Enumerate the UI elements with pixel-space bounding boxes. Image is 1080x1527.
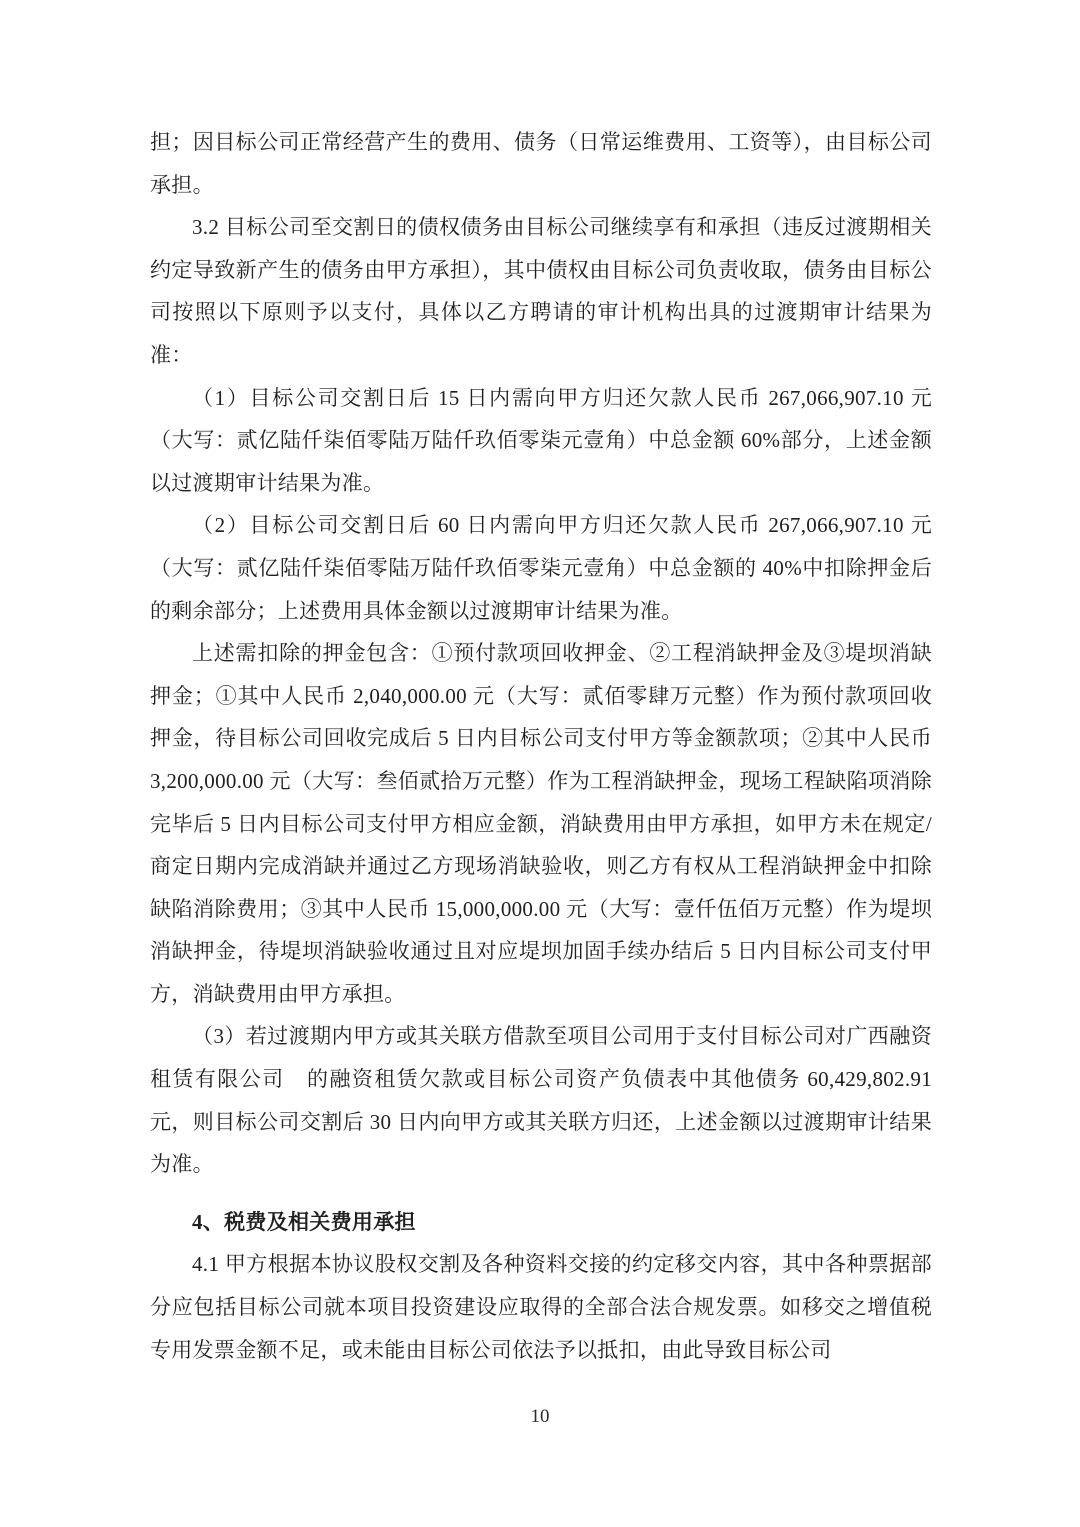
paragraph-item-2: （2）目标公司交割日后 60 日内需向甲方归还欠款人民币 267,066,907.10 元（大写：贰亿陆仟柒佰零陆万陆仟玖佰零柒元壹角）中总金额的 40%中扣除押金后的剩余部分；上述费用具体金额以过渡期审计结果为准。 [150,513,932,623]
paragraph-carryover: 担；因目标公司正常经营产生的费用、债务（日常运维费用、工资等），由目标公司承担。 [150,130,932,197]
paragraph-item-3: （3）若过渡期内甲方或其关联方借款至项目公司用于支付目标公司对广西融资租赁有限公司 的融资租赁欠款或目标公司资产负债表中其他债务 60,429,802.91 元，则目标公司交割后 30 日内向甲方或其关联方归还，上述金额以过渡期审计结果为准。 [150,1024,932,1177]
section-heading-4: 4、税费及相关费用承担 [192,1209,416,1234]
paragraph-clause-3-2: 3.2 目标公司至交割日的债权债务由目标公司继续享有和承担（违反过渡期相关约定导致新产生的债务由甲方承担），其中债权由目标公司负责收取，债务由目标公司按照以下原则予以支付，具体以乙方聘请的审计机构出具的过渡期审计结果为准： [150,215,932,367]
paragraph-clause-4-1: 4.1 甲方根据本协议股权交割及各种资料交接的约定移交内容，其中各种票据部分应包括目标公司就本项目投资建设应取得的全部合法合规发票。如移交之增值税专用发票金额不足，或未能由目标公司依法予以抵扣，由此导致目标公司 [150,1252,932,1362]
page-number: 10 [530,1406,550,1427]
document-body [150,121,932,1371]
paragraph-item-1: （1）目标公司交割日后 15 日内需向甲方归还欠款人民币 267,066,907.10 元（大写：贰亿陆仟柒佰零陆万陆仟玖佰零柒元壹角）中总金额 60%部分，上述金额以过渡期审计结果为准。 [150,385,932,495]
paragraph-deposits: 上述需扣除的押金包含：①预付款项回收押金、②工程消缺押金及③堤坝消缺押金；①其中人民币 2,040,000.00 元（大写：贰佰零肆万元整）作为预付款项回收押金，待目标公司回收完成后 5 日内目标公司支付甲方等金额款项；②其中人民币 3,200,000.00 元（大写：叁佰贰拾万元整）作为工程消缺押金，现场工程缺陷项消除完毕后 5 日内目标公司支付甲方相应金额，消缺费用由甲方承担，如甲方未在规定/商定日期内完成消缺并通过乙方现场消缺验收，则乙方有权从工程消缺押金中扣除缺陷消除费用；③其中人民币 15,000,000.00 元（大写：壹仟伍佰万元整）作为堤坝消缺押金，待堤坝消缺验收通过且对应堤坝加固手续办结后 5 日内目标公司支付甲方，消缺费用由甲方承担。 [150,641,932,1006]
